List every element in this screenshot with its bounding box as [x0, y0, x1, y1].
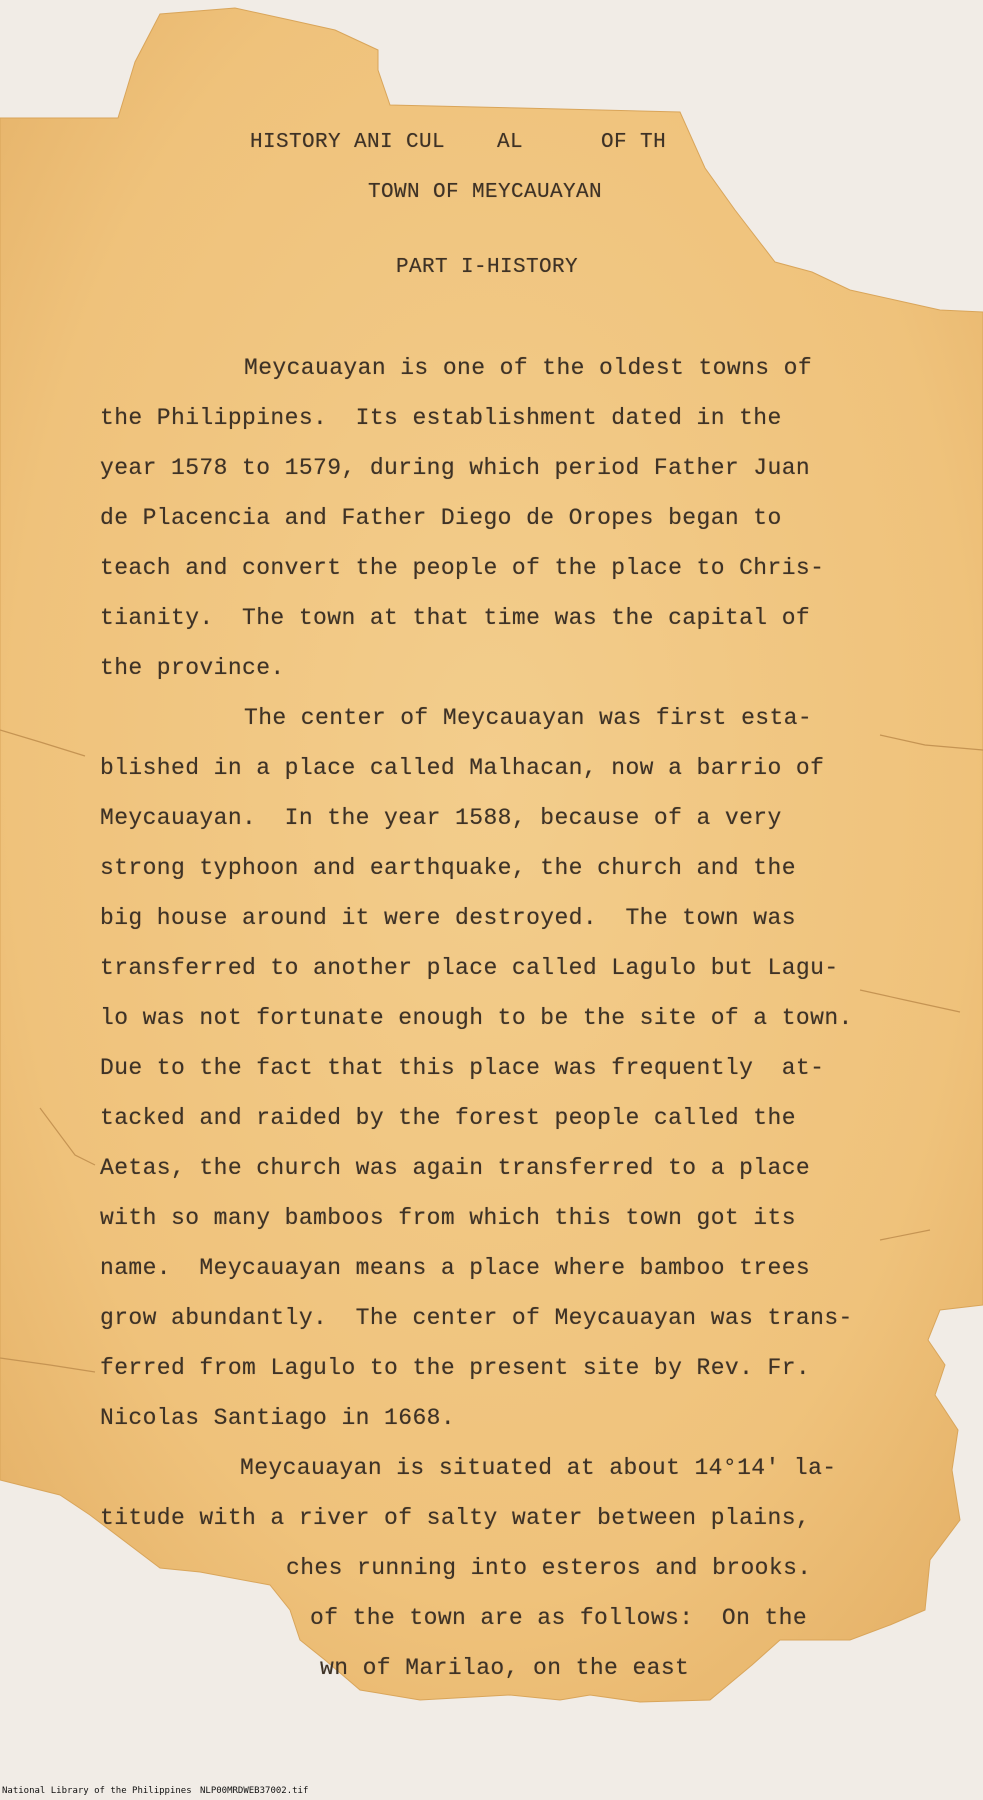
text-line: grow abundantly. The center of Meycauayan was trans-	[100, 1305, 853, 1331]
text-line: transferred to another place called Lagulo but Lagu-	[100, 955, 839, 981]
part-heading: PART I-HISTORY	[396, 256, 579, 279]
text-line: teach and convert the people of the place to Chris-	[100, 555, 825, 581]
text-line: year 1578 to 1579, during which period Father Juan	[100, 455, 811, 481]
text-line: with so many bamboos from which this town got its	[100, 1205, 796, 1231]
text-line: de Placencia and Father Diego de Oropes began to	[100, 505, 782, 531]
text-line: of the town are as follows: On the	[310, 1605, 808, 1631]
library-name: National Library of the Philippines	[2, 1786, 192, 1796]
text-line: Aetas, the church was again transferred to a place	[100, 1155, 811, 1181]
text-line: ches running into esteros and brooks.	[286, 1555, 812, 1581]
text-line: ferred from Lagulo to the present site by Rev. Fr.	[100, 1355, 811, 1381]
text-line: titude with a river of salty water between plains,	[100, 1505, 811, 1531]
document-title-line-1: HISTORY ANI CUL AL OF TH	[250, 131, 667, 154]
document-title-line-2: TOWN OF MEYCAUAYAN	[368, 181, 603, 204]
scan-footer	[0, 1784, 983, 1798]
text-line: big house around it were destroyed. The town was	[100, 905, 796, 931]
text-line: name. Meycauayan means a place where bamboo trees	[100, 1255, 811, 1281]
text-line: Meycauayan is one of the oldest towns of	[244, 355, 813, 381]
text-line: Due to the fact that this place was frequently at-	[100, 1055, 825, 1081]
text-line: tacked and raided by the forest people called the	[100, 1105, 796, 1131]
text-line: lo was not fortunate enough to be the site of a town.	[100, 1005, 853, 1031]
text-line: wn of Marilao, on the east	[320, 1655, 690, 1681]
text-line: The center of Meycauayan was first esta-	[244, 705, 813, 731]
text-line: tianity. The town at that time was the capital of	[100, 605, 811, 631]
text-line: the province.	[100, 655, 285, 681]
file-identifier: NLP00MRDWEB37002.tif	[200, 1786, 309, 1796]
text-line: Nicolas Santiago in 1668.	[100, 1405, 456, 1431]
text-line: strong typhoon and earthquake, the church and the	[100, 855, 796, 881]
text-line: blished in a place called Malhacan, now a barrio of	[100, 755, 825, 781]
text-line: Meycauayan. In the year 1588, because of a very	[100, 805, 782, 831]
text-line: Meycauayan is situated at about 14°14' la-	[240, 1455, 837, 1481]
text-line: the Philippines. Its establishment dated in the	[100, 405, 782, 431]
